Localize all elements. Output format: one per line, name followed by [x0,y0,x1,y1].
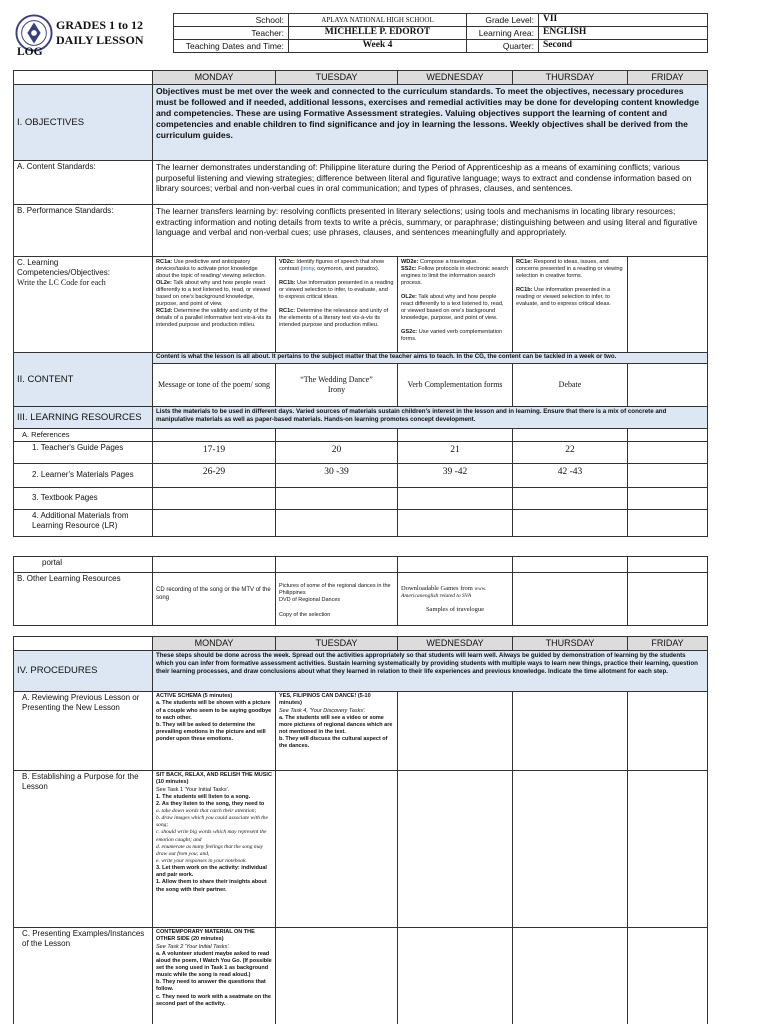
content-thursday: Debate [513,364,628,407]
lc-thursday: RC1e: Respond to ideas, issues, and concerns presented in a reading or viewing selection in creative forms. RC1b: Use information presented in a reading or viewed selection to infer, to evaluate, and to express critical ideas. [513,257,628,353]
proc-day-tuesday: TUESDAY [276,637,398,651]
procedures-note: These steps should be done across the week. Spread out the activities appropriately so that students will learn well. Always be guided by demonstration of learning by the students which you can infer from formative assessment activities. Sustain learning systematically by providing students with multiple ways to learn new things, practice their learning, question their learning processes, and draw conclusions about what they learned in relation to their life experiences and previous knowledge. Indicate the time allotment for each step. [153,651,708,692]
proc-c-monday: CONTEMPORARY MATERIAL ON THE OTHER SIDE (20 minutes) See Task 2 'Your Initial Tasks'. a. A volunteer student maybe asked to read aloud the poem, I Watch You Go. (If possible set the song used in Task 1 as background music while the song is read aloud.) b. They need to answer the questions that follow. c. They need to work with a seatmate on the second part of the activity. [153,928,276,1024]
day-thursday: THURSDAY [513,71,628,85]
textbook-pages-label: 3. Textbook Pages [14,487,153,509]
proc-a-label: A. Reviewing Previous Lesson or Presenting the New Lesson [14,692,153,771]
tg-pages-label: 1. Teacher's Guide Pages [14,441,153,463]
quarter-label: Quarter: [467,40,539,53]
resources-heading: III. LEARNING RESOURCES [14,407,153,429]
objectives-resources-table [13,70,708,537]
dates-label: Teaching Dates and Time: [174,40,289,53]
tg-pages-tuesday: 20 [276,441,398,463]
proc-b-monday: SIT BACK, RELAX, AND RELISH THE MUSIC (10 minutes) See Task 1 'Your Initial Tasks'. 1. The students will listen to a song. 2. As they listen to the song, they need to a. take down words that catch their attention; b. draw images which you could associate with the song; c. should write big words which may represent the emotion caught; and d. enumerate as many feelings that the song may draw out from you; and, e. write your responses in your notebook. 3. Let them work on the activity: individual and pair work. 1. Allow them to share their insights about the song with their partner. [153,771,276,928]
area-label: Learning Area: [467,27,539,40]
lc-wednesday: WD2e: Compose a travelogue. SS2c: Follow protocols in electronic search engines to limit the information search process. OL2e: Talk about why and how people react differently to a text listened to, read, or viewed based on one's background knowledge, purpose, and point of view. GS2c: Use varied verb complementation forms. [398,257,513,353]
procedures-table [13,636,708,1024]
lm-pages-label: 2. Learner's Materials Pages [14,463,153,487]
proc-day-wednesday: WEDNESDAY [398,637,513,651]
resources-note: Lists the materials to be used in different days. Varied sources of materials sustain children's interest in the lesson and in learning. Ensure that there is a mix of concrete and manipulative materials as well as paper-based materials. Hands-on learning promotes concept development. [153,407,708,429]
grade-value: VII [539,14,708,27]
content-tuesday: “The Wedding Dance” Irony [276,364,398,407]
content-monday: Message or tone of the poem/ song [153,364,276,407]
references-label: A. References [14,429,153,441]
content-standards-label: A. Content Standards: [14,161,153,205]
lm-pages-monday: 26-29 [153,463,276,487]
lm-pages-tuesday: 30 -39 [276,463,398,487]
objectives-heading: I. OBJECTIVES [14,85,153,161]
tg-pages-wednesday: 21 [398,441,513,463]
dll-title-log: LOG [17,46,43,58]
proc-a-monday: ACTIVE SCHEMA (5 minutes) a. The students will be shown with a picture of a couple who seem to be saying goodbye to each other. b. They will be asked to determine the prevailing emotions in the picture and will ponder upon these emotions. [153,692,276,771]
area-value: ENGLISH [539,27,708,40]
lc-monday: RC1a: Use predictive and anticipatory devices/tasks to activate prior knowledge about the topic of reading/ viewing selection. OL2e: Talk about why and how people react differently to a text listened to, read, or viewed based on one's background knowledge, purpose, and point of view. RC1d: Determine the validity and unity of the details of a parallel informative text vis-à-vis its intended purpose and production milieu. [153,257,276,353]
teacher-value: MICHELLE P. EDOROT [289,27,467,40]
other-resources-wednesday: Downloadable Games from www. Americanenglish related to SVA Samples of travelogue [398,573,513,626]
content-note: Content is what the lesson is all about. It pertains to the subject matter that the teacher aims to teach. In the CG, the content can be tackled in a week or two. [153,353,708,364]
header-info-table [173,13,708,53]
other-resources-monday: CD recording of the song or the MTV of the song [153,573,276,626]
proc-day-monday: MONDAY [153,637,276,651]
tg-pages-monday: 17-19 [153,441,276,463]
performance-standards-label: B. Performance Standards: [14,205,153,257]
lm-pages-thursday: 42 -43 [513,463,628,487]
day-friday: FRIDAY [628,71,708,85]
other-resources-label: B. Other Learning Resources [14,573,153,626]
content-standards-text: The learner demonstrates understanding of: Philippine literature during the Period of Apprenticeship as a means of examining conflicts; various purposeful listening and viewing strategies; difference between literal and figurative language; ways to extract and condense information based on library sources; verbal and non-verbal cues in oral communication; and types of phrases, clauses, and sentences. [153,161,708,205]
proc-day-friday: FRIDAY [628,637,708,651]
proc-b-label: B. Establishing a Purpose for the Lesson [14,771,153,928]
content-friday [628,364,708,407]
content-wednesday: Verb Complementation forms [398,364,513,407]
lc-friday [628,257,708,353]
school-label: School: [174,14,289,27]
teacher-label: Teacher: [174,27,289,40]
proc-c-label: C. Presenting Examples/Instances of the Lesson [14,928,153,1024]
other-resources-tuesday: Pictures of some of the regional dances in the Philippines DVD of Regional Dances Copy of the selection [276,573,398,626]
proc-a-tuesday: YES, FILIPINOS CAN DANCE! (5-10 minutes) See Task 4, 'Your Discovery Tasks'. a. The students will see a video or some more pictures of regional dances which are not mentioned in the text. b. They will discuss the cultural aspect of the dances. [276,692,398,771]
grade-label: Grade Level: [467,14,539,27]
additional-materials-label: 4. Additional Materials from Learning Resource (LR) [14,509,153,536]
portal-label: portal [14,557,153,573]
performance-standards-text: The learner transfers learning by: resolving conflicts presented in literary selections; using tools and mechanisms in locating library resources; extracting information and noting details from texts to write a précis, summary, or paraphrase; distinguishing between and using literal and figurative language and verbal and non-verbal cues; use phrases, clauses, and sentences meaningfully and appropriately. [153,205,708,257]
lc-tuesday: VD2c: Identify figures of speech that show contrast (irony, oxymoron, and paradox). RC1b: Use information presented in a reading or viewed selection to infer, to evaluate, and to express critical ideas. RC1c: Determine the relevance and unity of the elements of a literary text vis-à-vis its intended purpose and production milieu. [276,257,398,353]
content-heading: II. CONTENT [14,353,153,407]
objectives-note: Objectives must be met over the week and connected to the curriculum standards. To meet the objectives, necessary procedures must be followed and if needed, additional lessons, exercises and remedial activities may be done for developing content knowledge and competencies. These are using Formative Assessment strategies. Valuing objectives support the learning of content and competencies and enable children to find significance and joy in learning the lessons. Weekly objectives shall be derived from the curriculum guides. [153,85,708,161]
tg-pages-thursday: 22 [513,441,628,463]
day-monday: MONDAY [153,71,276,85]
school-value: APLAYA NATIONAL HIGH SCHOOL [289,14,467,27]
procedures-heading: IV. PROCEDURES [14,651,153,692]
proc-day-thursday: THURSDAY [513,637,628,651]
quarter-value: Second [539,40,708,53]
dates-value: Week 4 [289,40,467,53]
lc-label: C. Learning Competencies/Objectives: Write the LC Code for each [14,257,153,353]
day-tuesday: TUESDAY [276,71,398,85]
dll-title: GRADES 1 to 12 DAILY LESSON [56,18,144,47]
resources-continued-table [13,556,708,626]
lm-pages-wednesday: 39 -42 [398,463,513,487]
day-wednesday: WEDNESDAY [398,71,513,85]
